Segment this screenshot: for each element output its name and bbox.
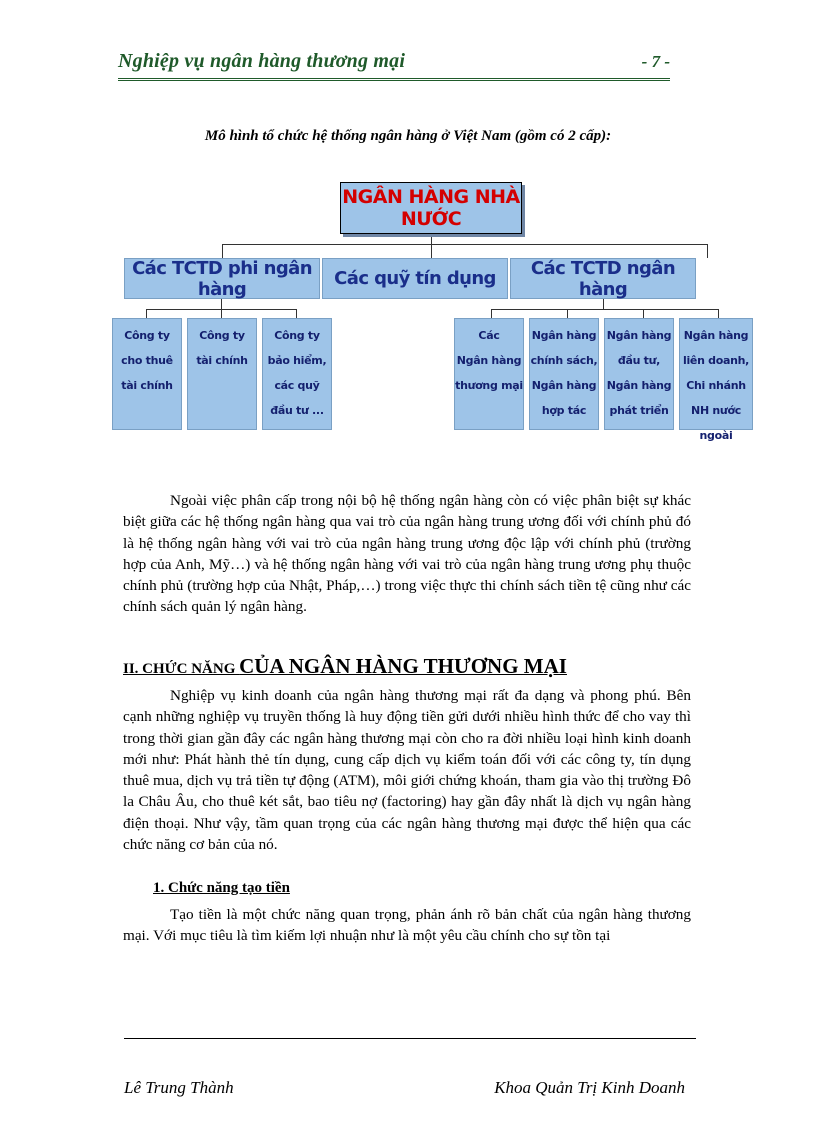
paragraph-money-creation: Tạo tiền là một chức năng quan trọng, phản ánh rõ bản chất của ngân hàng thương mại. Với mục tiêu là tìm kiếm lợi nhuận như là một yêu cầu chính cho sự tồn tại xyxy=(123,906,691,945)
org-chart xyxy=(108,178,756,442)
diagram-title: Mô hình tổ chức hệ thống ngân hàng ở Việt Nam (gồm có 2 cấp): xyxy=(204,128,612,144)
leaf-joint-venture-banks: Ngân hàng liên doanh, Chi nhánh NH nước ngoài xyxy=(679,318,753,430)
footer-department: Khoa Quản Trị Kinh Doanh xyxy=(494,1078,685,1097)
connector-line xyxy=(431,244,432,258)
category-bank: Các TCTD ngân hàng xyxy=(510,258,696,299)
root-node: NGÂN HÀNG NHÀ NƯỚC xyxy=(340,182,522,234)
section-heading-prefix: II. CHỨC NĂNG xyxy=(123,661,240,677)
connector-line xyxy=(603,299,604,309)
page-header xyxy=(118,50,670,78)
connector-line xyxy=(567,309,568,318)
connector-line xyxy=(718,309,719,318)
category-non-bank: Các TCTD phi ngân hàng xyxy=(124,258,320,299)
leaf-finance-company: Công ty tài chính xyxy=(187,318,257,430)
leaf-investment-banks: Ngân hàng đầu tư, Ngân hàng phát triển xyxy=(604,318,674,430)
page-number: - 7 - xyxy=(641,52,670,71)
leaf-leasing-company: Công ty cho thuê tài chính xyxy=(112,318,182,430)
footer-divider xyxy=(124,1038,696,1039)
connector-line xyxy=(222,244,223,258)
connector-line xyxy=(222,244,707,245)
connector-line xyxy=(707,244,708,258)
connector-line xyxy=(296,309,297,318)
connector-line xyxy=(643,309,644,318)
leaf-insurance-company: Công ty bảo hiểm, các quỹ đầu tư ... xyxy=(262,318,332,430)
connector-line xyxy=(491,309,718,310)
connector-line xyxy=(221,299,222,318)
connector-line xyxy=(146,309,147,318)
paragraph-banking-tiers: Ngoài việc phân cấp trong nội bộ hệ thống ngân hàng còn có việc phân biệt sự khác biệt giữa các hệ thống ngân hàng qua vai trò của ngân hàng trung ương đối với chính phủ đó là hệ thống ngân hàng với vai trò của ngân hàng trung ương độc lập với chính phủ (trường hợp của Anh, Mỹ…) và hệ thống ngân hàng với vai trò của ngân hàng trung ương phụ thuộc chính phủ (trường hợp của Nhật, Pháp,…) trong việc thực thi chính sách tiền tệ cũng như các chính sách quản lý ngân hàng. xyxy=(123,492,691,616)
paragraph-functions: Nghiệp vụ kinh doanh của ngân hàng thương mại rất đa dạng và phong phú. Bên cạnh những nghiệp vụ truyền thống là huy động tiền gửi dưới nhiều hình thức để cho vay thì trong thời gian gần đây các ngân hàng thương mại còn cho ra đời nhiều loại hình kinh doanh mới như: Phát hành thẻ tín dụng, cung cấp dịch vụ kiểm toán đối với các công ty, tín dụng thuê mua, dịch vụ trả tiền tự động (ATM), môi giới chứng khoán, tham gia vào thị trường Đô la Châu Âu, cho thuê két sắt, bao tiêu nợ (factoring) hay gần đây nhất là dịch vụ ngân hàng điện thoại. Như vậy, tầm quan trọng của các ngân hàng thương mại được thể hiện qua các chức năng cơ bản của nó. xyxy=(123,687,691,854)
section-heading xyxy=(123,654,567,679)
leaf-commercial-banks: Các Ngân hàng thương mại xyxy=(454,318,524,430)
section-heading-main: CỦA NGÂN HÀNG THƯƠNG MẠI xyxy=(239,654,567,678)
header-divider xyxy=(118,78,670,81)
leaf-policy-banks: Ngân hàng chính sách, Ngân hàng hợp tác xyxy=(529,318,599,430)
category-credit-funds: Các quỹ tín dụng xyxy=(322,258,508,299)
footer-author: Lê Trung Thành xyxy=(124,1078,234,1097)
connector-line xyxy=(491,309,492,318)
subheading-money-creation: 1. Chức năng tạo tiền xyxy=(153,880,290,896)
connector-line xyxy=(431,234,432,244)
header-title: Nghiệp vụ ngân hàng thương mại xyxy=(118,50,406,72)
